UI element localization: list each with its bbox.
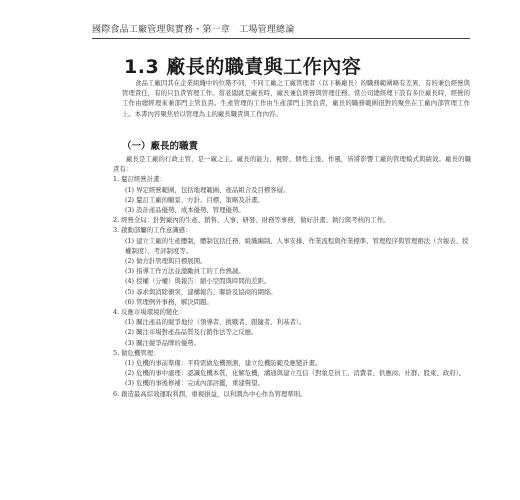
list-item: (1) 建立工廠的生產體制，體制包括任務、組織編制、人事安排、作業流程與作業標準、管理程序與管理辦法（含報表、授權制度）、考評制度等。 — [125, 236, 469, 255]
intro-paragraph: 食品工廠因其在企業組織中的位階不同，不同工廠之工廠管理者（以下稱廠長）的職務範圍略有差異，有的兼負經營與管理責任，有的只負責管理工作。當老闆就是廠長時，廠長兼負經營與管理任務。當公司總經理下設有多位廠長時，經營的工作由總經理來兼部門主管負責。生產管理的工作由生產部門主管負責，廠長的職務範圍很對的聚焦在工廠內部管理工作上。本書內容聚焦於以管理為主的廠長職責與工作內容。 — [122, 79, 470, 118]
list-item: (2) 關注市場對產品品質及行銷作法等之反應。 — [125, 328, 258, 337]
intro-block — [122, 78, 470, 119]
list-item: (5) 尋求與消除衝突，建構報告、聯絡及協商的網絡。 — [125, 287, 277, 296]
list-item: (4) 授權（分權）與報告：縮小空間與時間的差距。 — [125, 277, 271, 286]
header-rule — [92, 38, 470, 39]
subsection-title: （一）廠長的職責 — [122, 141, 199, 152]
section-title: 1.3 廠長的職責與工作內容 — [124, 56, 362, 78]
list-item: (3) 指導工作方法並激勵員工的工作熱誠。 — [125, 267, 245, 276]
list-item: (1) 關注產品的競爭地位（領導者、挑戰者、跟隨者、利基者）。 — [125, 318, 306, 327]
list-item: 2. 經營全局：針對廠內的生產、銷售、人事、研發、財務等事務，做好計畫、執行與考核的工作。 — [113, 216, 390, 225]
list-item: (1) 危機的事前準備：平時需做危機預測，建立危機防範及應變計畫。 — [125, 359, 322, 368]
list-item: 3. 啟動部屬的工作意識感： — [113, 226, 192, 235]
list-item: (1) 界定經營範圍，包括地理範圍、產品組合及目標客層。 — [125, 185, 290, 194]
list-item: (6) 管理例外事務，解決問題。 — [125, 297, 213, 306]
list-item: (2) 釐訂工廠的願景、方針、目標、策略及計畫。 — [125, 195, 264, 204]
list-item: (2) 危機的事中處理：認識危機本質，化解危機，溝通與建立互信（對象是員工、消費者、供應商、社群、股東、政府）。 — [125, 369, 466, 378]
running-header: 國際食品工廠管理與實務・第一章 工場管理總論 — [92, 25, 295, 35]
list-item: (2) 做方針管理與目標展開。 — [125, 257, 207, 266]
list-item: 6. 創造最高綜效運取利潤，重視損益，以利潤為中心作為管理準則。 — [113, 389, 307, 398]
list-item: 1. 釐訂經營計畫： — [113, 175, 166, 184]
list-item: (3) 關注競爭品牌的優勢。 — [125, 338, 200, 347]
list-item: (3) 危機的事後修補：完成內部評鑑，重建聲望。 — [125, 379, 264, 388]
subsection-intro: 廠長是工廠的行政主管，是一廠之主。廠長的能力、視野、個性主張、作風，皆將影響工廠的管理模式與績效。廠長的職責有： — [113, 155, 471, 174]
list-item: 5. 做危機管理： — [113, 348, 160, 357]
duties-body — [113, 154, 471, 399]
list-item: 4. 反應市場環境的變化： — [113, 308, 186, 317]
list-item: (3) 設計產品優勢、成本優勢、管理優勢。 — [125, 206, 245, 215]
